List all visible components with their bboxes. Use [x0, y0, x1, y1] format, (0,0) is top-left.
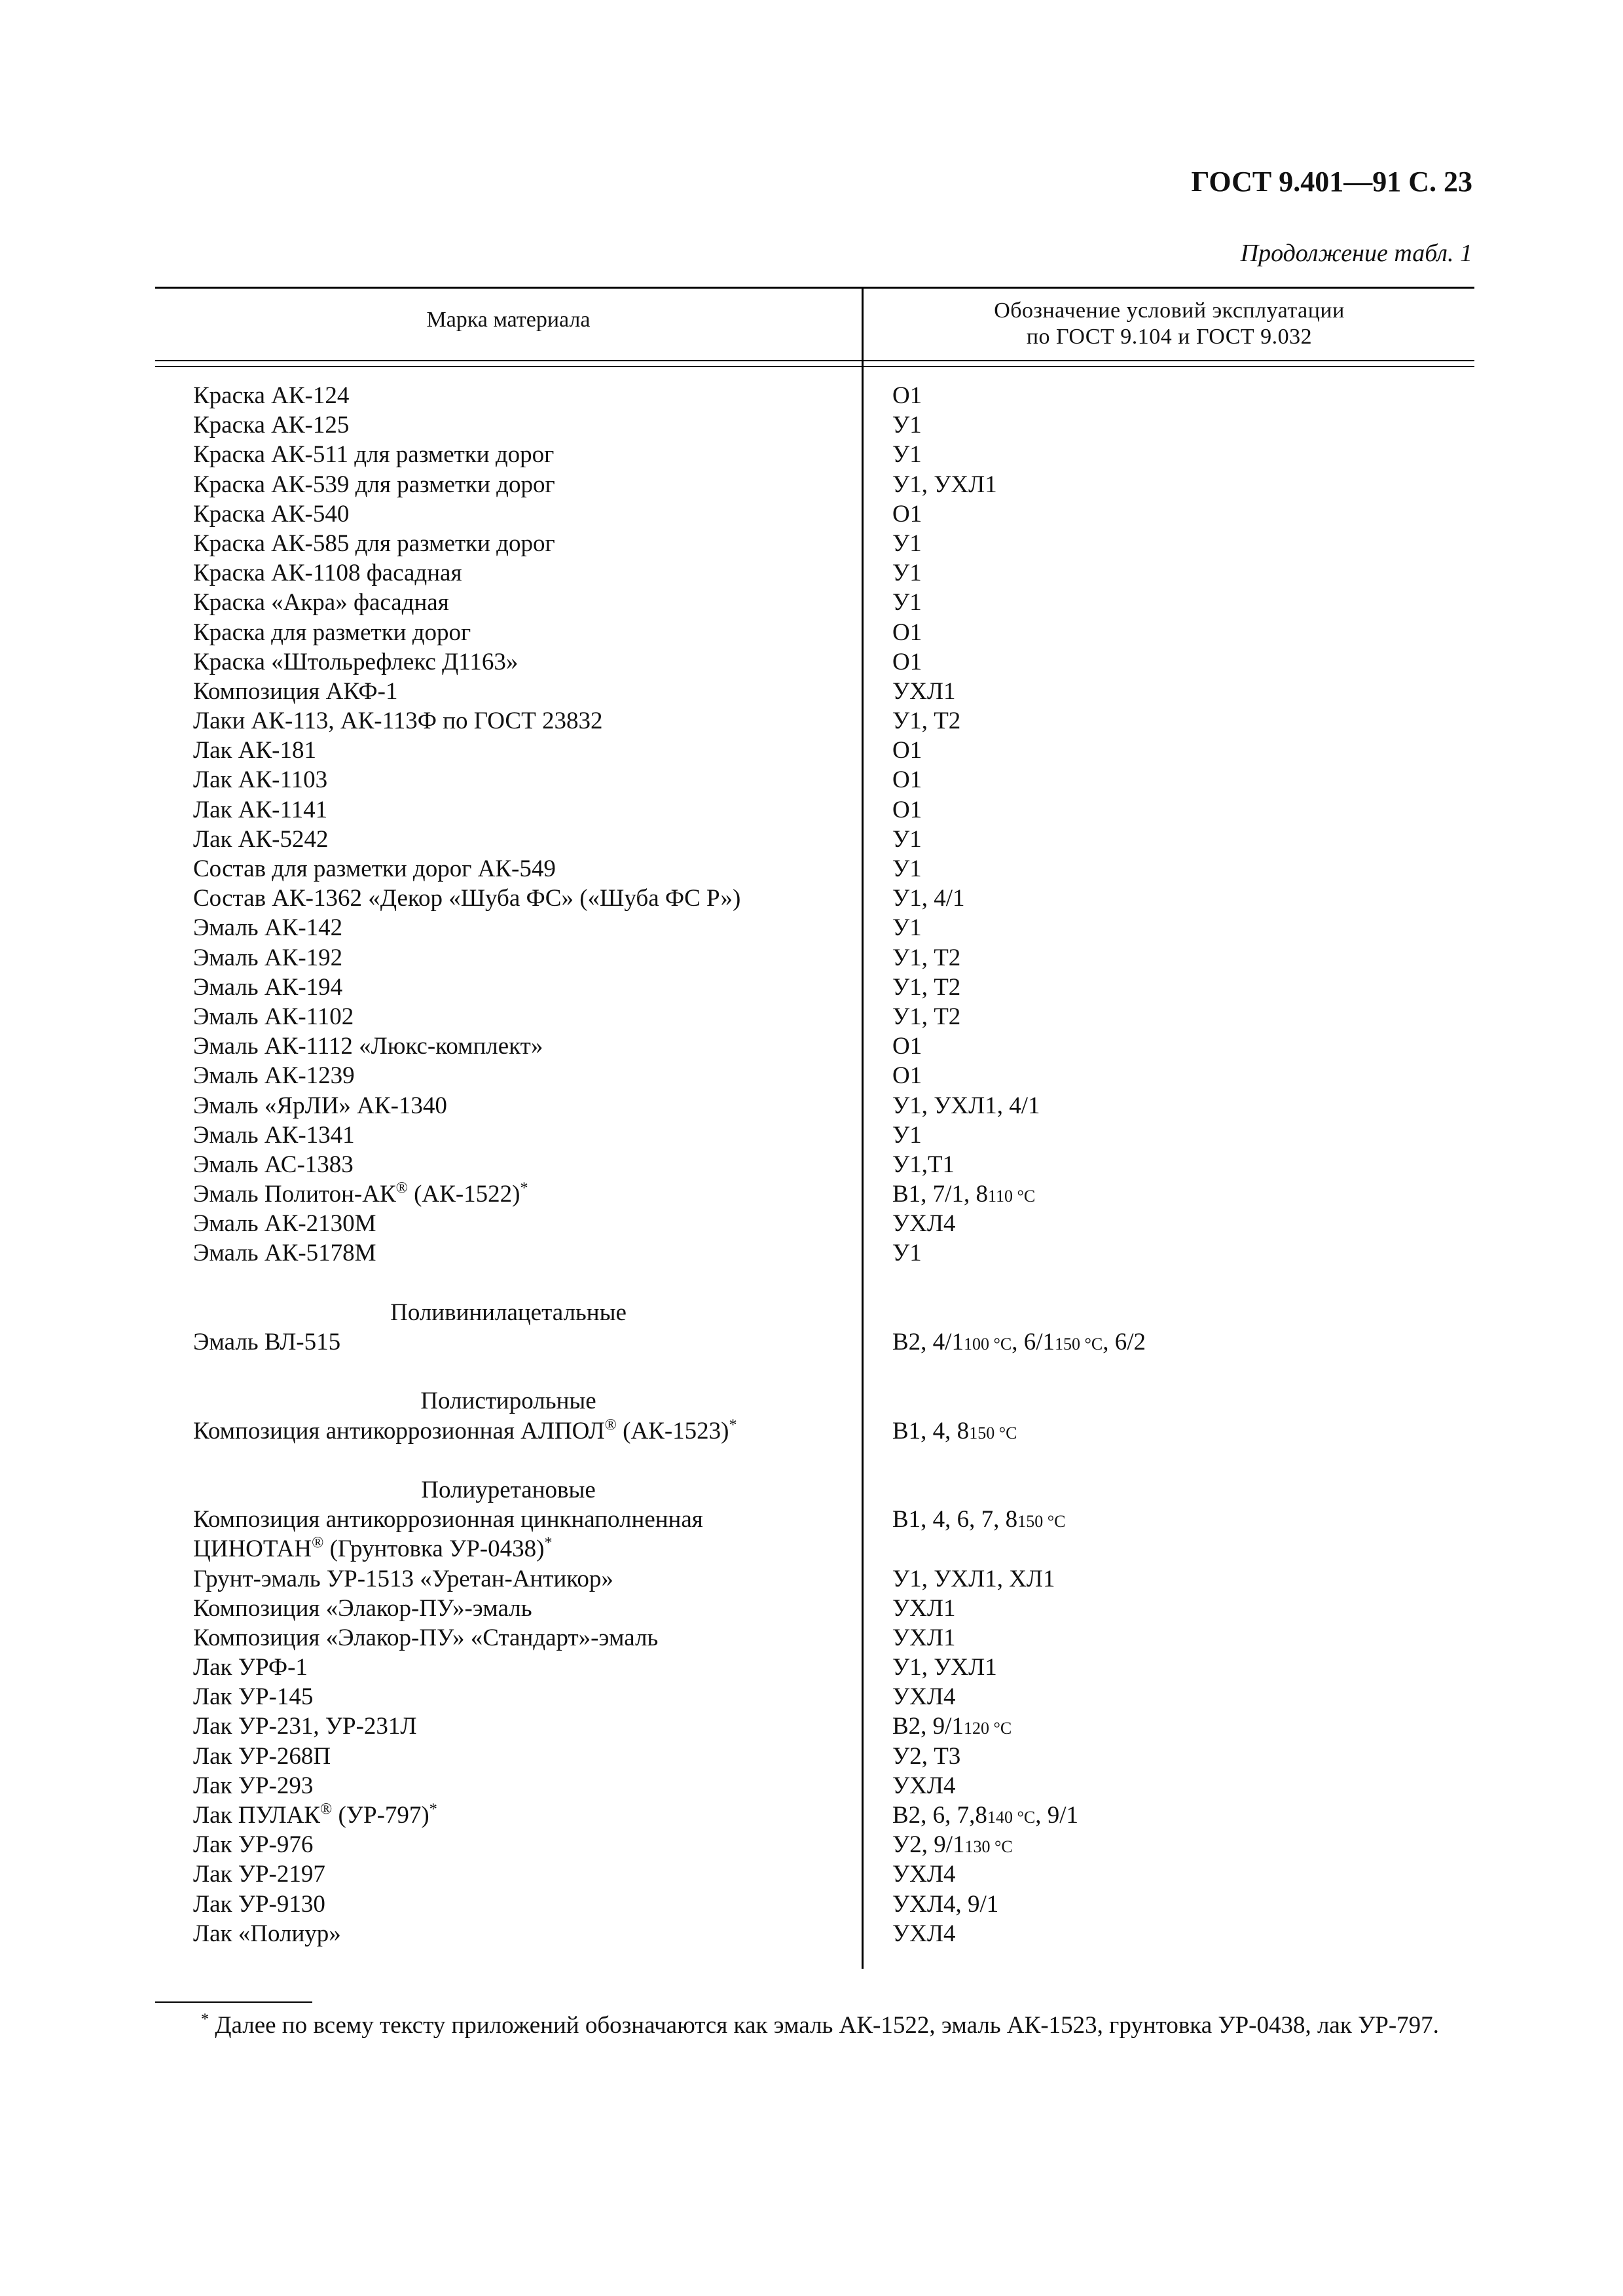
- conditions-cell: УХЛ4: [892, 1920, 956, 1947]
- table-row-ur976: [0, 1830, 1623, 1859]
- table-row: [0, 913, 1623, 942]
- material-cell: Композиция «Элакор-ПУ»-эмаль: [193, 1594, 532, 1622]
- conditions-cell: УХЛ1: [892, 1624, 956, 1651]
- table-row: [0, 647, 1623, 677]
- material-cell: Краска АК-1108 фасадная: [193, 560, 462, 587]
- table-row: [0, 1031, 1623, 1061]
- table-row: [0, 825, 1623, 854]
- conditions-cell: УХЛ1: [892, 677, 956, 705]
- column-header-material: Марка материала: [426, 308, 591, 332]
- table-row-alpol: [0, 1416, 1623, 1446]
- conditions-cell: У1, 4/1: [892, 885, 965, 912]
- conditions-cell: О1: [892, 619, 922, 646]
- table-row: [0, 558, 1623, 588]
- conditions-cell: У1: [892, 1240, 922, 1267]
- material-cell: Эмаль «ЯрЛИ» АК-1340: [193, 1092, 447, 1119]
- table-row: [0, 588, 1623, 617]
- material-cell: Краска «Акра» фасадная: [193, 589, 449, 617]
- table-row: [0, 1682, 1623, 1712]
- conditions-cell: О1: [892, 648, 922, 675]
- table-row: [0, 499, 1623, 529]
- conditions-cell: О1: [892, 382, 922, 409]
- conditions-cell: У1, УХЛ1: [892, 471, 997, 498]
- group-heading-polyvinylacetal: Поливинилацетальные: [390, 1299, 627, 1326]
- conditions-cell: УХЛ4: [892, 1861, 956, 1888]
- conditions-cell: У1, Т2: [892, 1003, 961, 1030]
- table-row: [0, 973, 1623, 1002]
- group-heading-polyurethane: Полиуретановые: [421, 1476, 596, 1503]
- material-cell: Краска АК-124: [193, 382, 350, 409]
- material-cell: Лак УР-231, УР-231Л: [193, 1713, 417, 1740]
- material-cell: Лак УР-268П: [193, 1742, 331, 1770]
- footnote-rule: [155, 2001, 312, 2003]
- table-row: [0, 1238, 1623, 1268]
- material-cell: Лак ПУЛАК® (УР-797)*: [193, 1801, 437, 1829]
- conditions-cell: УХЛ4: [892, 1210, 956, 1238]
- conditions-cell: У1: [892, 412, 922, 439]
- table-row: [0, 677, 1623, 706]
- group-heading-polystyrene: Полистирольные: [420, 1388, 596, 1415]
- table-row: [0, 1564, 1623, 1594]
- conditions-cell: У1: [892, 1121, 922, 1149]
- table-row: [0, 854, 1623, 884]
- table-row: [0, 943, 1623, 973]
- spacer-row: [0, 1268, 1623, 1298]
- table-row: [0, 529, 1623, 558]
- conditions-cell: У1, УХЛ1, ХЛ1: [892, 1565, 1055, 1592]
- material-cell: Состав АК-1362 «Декор «Шуба ФС» («Шуба ФС Р»): [193, 885, 741, 912]
- material-cell: Лак УРФ-1: [193, 1654, 308, 1681]
- material-cell: Эмаль АК-142: [193, 914, 343, 942]
- material-cell: Лак АК-5242: [193, 825, 329, 853]
- table-row: [0, 618, 1623, 647]
- table-row: [0, 884, 1623, 913]
- table-row: [0, 1150, 1623, 1179]
- table-row-vl515: [0, 1327, 1623, 1357]
- table-row-ur231: [0, 1712, 1623, 1741]
- conditions-cell: О1: [892, 737, 922, 764]
- conditions-cell: У1,Т1: [892, 1151, 955, 1178]
- table-row: [0, 381, 1623, 410]
- conditions-cell: О1: [892, 796, 922, 823]
- table-row: [0, 1919, 1623, 1948]
- material-cell: Композиция антикоррозионная цинкнаполненная: [193, 1506, 703, 1534]
- material-cell: Краска АК-539 для разметки дорог: [193, 471, 555, 498]
- table-row: [0, 1209, 1623, 1238]
- table-row: [0, 765, 1623, 795]
- conditions-cell: В2, 6, 7,8140 °С, 9/1: [892, 1802, 1078, 1829]
- material-cell: Краска «Штольрефлекс Д1163»: [193, 648, 519, 675]
- material-cell: Эмаль АК-1239: [193, 1062, 355, 1090]
- material-cell: Эмаль АК-1112 «Люкс-комплект»: [193, 1033, 543, 1060]
- material-cell: Краска АК-511 для разметки дорог: [193, 441, 555, 469]
- table-row: [0, 1061, 1623, 1090]
- table-row: [0, 1771, 1623, 1801]
- table-row: [0, 1002, 1623, 1031]
- spacer-row: [0, 1446, 1623, 1475]
- material-cell: Эмаль АК-1341: [193, 1121, 355, 1149]
- column-header-conditions-line1: Обозначение условий эксплуатации: [994, 298, 1345, 323]
- material-cell: Эмаль АК-194: [193, 973, 343, 1001]
- conditions-cell: У2, Т3: [892, 1742, 961, 1770]
- column-header-conditions-line2: по ГОСТ 9.104 и ГОСТ 9.032: [1026, 325, 1313, 349]
- material-cell: Краска для разметки дорог: [193, 619, 471, 646]
- table-top-rule: [155, 287, 1474, 289]
- material-cell: Лак АК-181: [193, 737, 316, 764]
- material-cell: Композиция антикоррозионная АЛПОЛ® (АК-1523)*: [193, 1416, 737, 1444]
- conditions-cell: У1: [892, 441, 922, 469]
- table-row: [0, 736, 1623, 765]
- table-continuation-label: Продолжение табл. 1: [1240, 240, 1472, 267]
- table-row: [0, 1594, 1623, 1623]
- material-cell: Лак УР-293: [193, 1772, 314, 1799]
- material-cell: Эмаль АК-1102: [193, 1003, 354, 1030]
- table-row-politon: [0, 1179, 1623, 1209]
- table-row-cinotan-line1: [0, 1505, 1623, 1534]
- table-header-rule-1: [155, 360, 1474, 361]
- conditions-cell: В1, 4, 6, 7, 8150 °С: [892, 1506, 1066, 1534]
- material-cell: Эмаль Политон-АК® (АК-1522)*: [193, 1179, 528, 1208]
- conditions-cell: У1: [892, 825, 922, 853]
- table-row-cinotan-line2: [0, 1534, 1623, 1564]
- material-cell: Состав для разметки дорог АК-549: [193, 855, 556, 882]
- conditions-cell: У1: [892, 855, 922, 882]
- material-cell: Краска АК-125: [193, 412, 350, 439]
- conditions-cell: У1, Т2: [892, 708, 961, 735]
- material-cell: ЦИНОТАН® (Грунтовка УР-0438)*: [193, 1534, 553, 1563]
- material-cell: Лак АК-1103: [193, 766, 328, 794]
- material-cell: Композиция «Элакор-ПУ» «Стандарт»-эмаль: [193, 1624, 659, 1651]
- material-cell: Эмаль АС-1383: [193, 1151, 354, 1178]
- conditions-cell: У1: [892, 589, 922, 617]
- material-cell: Краска АК-540: [193, 500, 350, 528]
- conditions-cell: У2, 9/1130 °С: [892, 1831, 1013, 1859]
- material-cell: Эмаль ВЛ-515: [193, 1329, 341, 1355]
- material-cell: Краска АК-585 для разметки дорог: [193, 529, 555, 557]
- conditions-cell: У1, Т2: [892, 944, 961, 971]
- table-row: [0, 440, 1623, 469]
- footnote: * Далее по всему тексту приложений обозначаются как эмаль АК-1522, эмаль АК-1523, грунтовка УР-0438, лак УР-797.: [201, 2011, 1439, 2039]
- table-row: [0, 1623, 1623, 1653]
- material-cell: Лак «Полиур»: [193, 1920, 341, 1947]
- column-header-conditions: [864, 298, 1474, 350]
- table-row-pulak: [0, 1801, 1623, 1830]
- table-row: [0, 470, 1623, 499]
- conditions-cell: УХЛ4: [892, 1772, 956, 1799]
- conditions-cell: О1: [892, 500, 922, 528]
- material-cell: Лаки АК-113, АК-113Ф по ГОСТ 23832: [193, 708, 603, 735]
- table-row: [0, 1121, 1623, 1150]
- conditions-cell: У1: [892, 914, 922, 942]
- table-row: [0, 1890, 1623, 1919]
- table-row: [0, 1742, 1623, 1771]
- material-cell: Грунт-эмаль УР-1513 «Уретан-Антикор»: [193, 1565, 613, 1592]
- conditions-cell: У1, УХЛ1: [892, 1654, 997, 1681]
- document-number: ГОСТ 9.401—91 С. 23: [1191, 166, 1472, 198]
- conditions-cell: УХЛ1: [892, 1594, 956, 1622]
- material-cell: Лак УР-9130: [193, 1890, 325, 1918]
- material-cell: Эмаль АК-5178М: [193, 1240, 376, 1267]
- material-cell: Лак УР-976: [193, 1831, 314, 1859]
- conditions-cell: В1, 7/1, 8110 °С: [892, 1181, 1036, 1208]
- conditions-cell: УХЛ4, 9/1: [892, 1890, 999, 1918]
- conditions-cell: У1: [892, 560, 922, 587]
- conditions-cell: В1, 4, 8150 °С: [892, 1417, 1017, 1444]
- table-header-rule-2: [155, 366, 1474, 367]
- conditions-cell: О1: [892, 1033, 922, 1060]
- conditions-cell: У1, УХЛ1, 4/1: [892, 1092, 1040, 1119]
- conditions-cell: О1: [892, 1062, 922, 1090]
- conditions-cell: У1, Т2: [892, 973, 961, 1001]
- conditions-cell: УХЛ4: [892, 1683, 956, 1711]
- material-cell: Эмаль АК-2130М: [193, 1210, 376, 1238]
- table-row: [0, 795, 1623, 825]
- conditions-cell: У1: [892, 529, 922, 557]
- conditions-cell: В2, 9/1120 °С: [892, 1713, 1012, 1740]
- table-body: [0, 381, 1623, 1948]
- table-row: [0, 706, 1623, 736]
- table-row: [0, 1091, 1623, 1121]
- material-cell: Лак УР-145: [193, 1683, 314, 1711]
- conditions-cell: О1: [892, 766, 922, 794]
- material-cell: Эмаль АК-192: [193, 944, 343, 971]
- table-row: [0, 410, 1623, 440]
- material-cell: Лак УР-2197: [193, 1861, 325, 1888]
- spacer-row: [0, 1357, 1623, 1386]
- material-cell: Лак АК-1141: [193, 796, 328, 823]
- conditions-cell: В2, 4/1100 °С, 6/1150 °С, 6/2: [892, 1329, 1146, 1355]
- table-row: [0, 1653, 1623, 1682]
- material-cell: Композиция АКФ-1: [193, 677, 398, 705]
- table-row: [0, 1859, 1623, 1889]
